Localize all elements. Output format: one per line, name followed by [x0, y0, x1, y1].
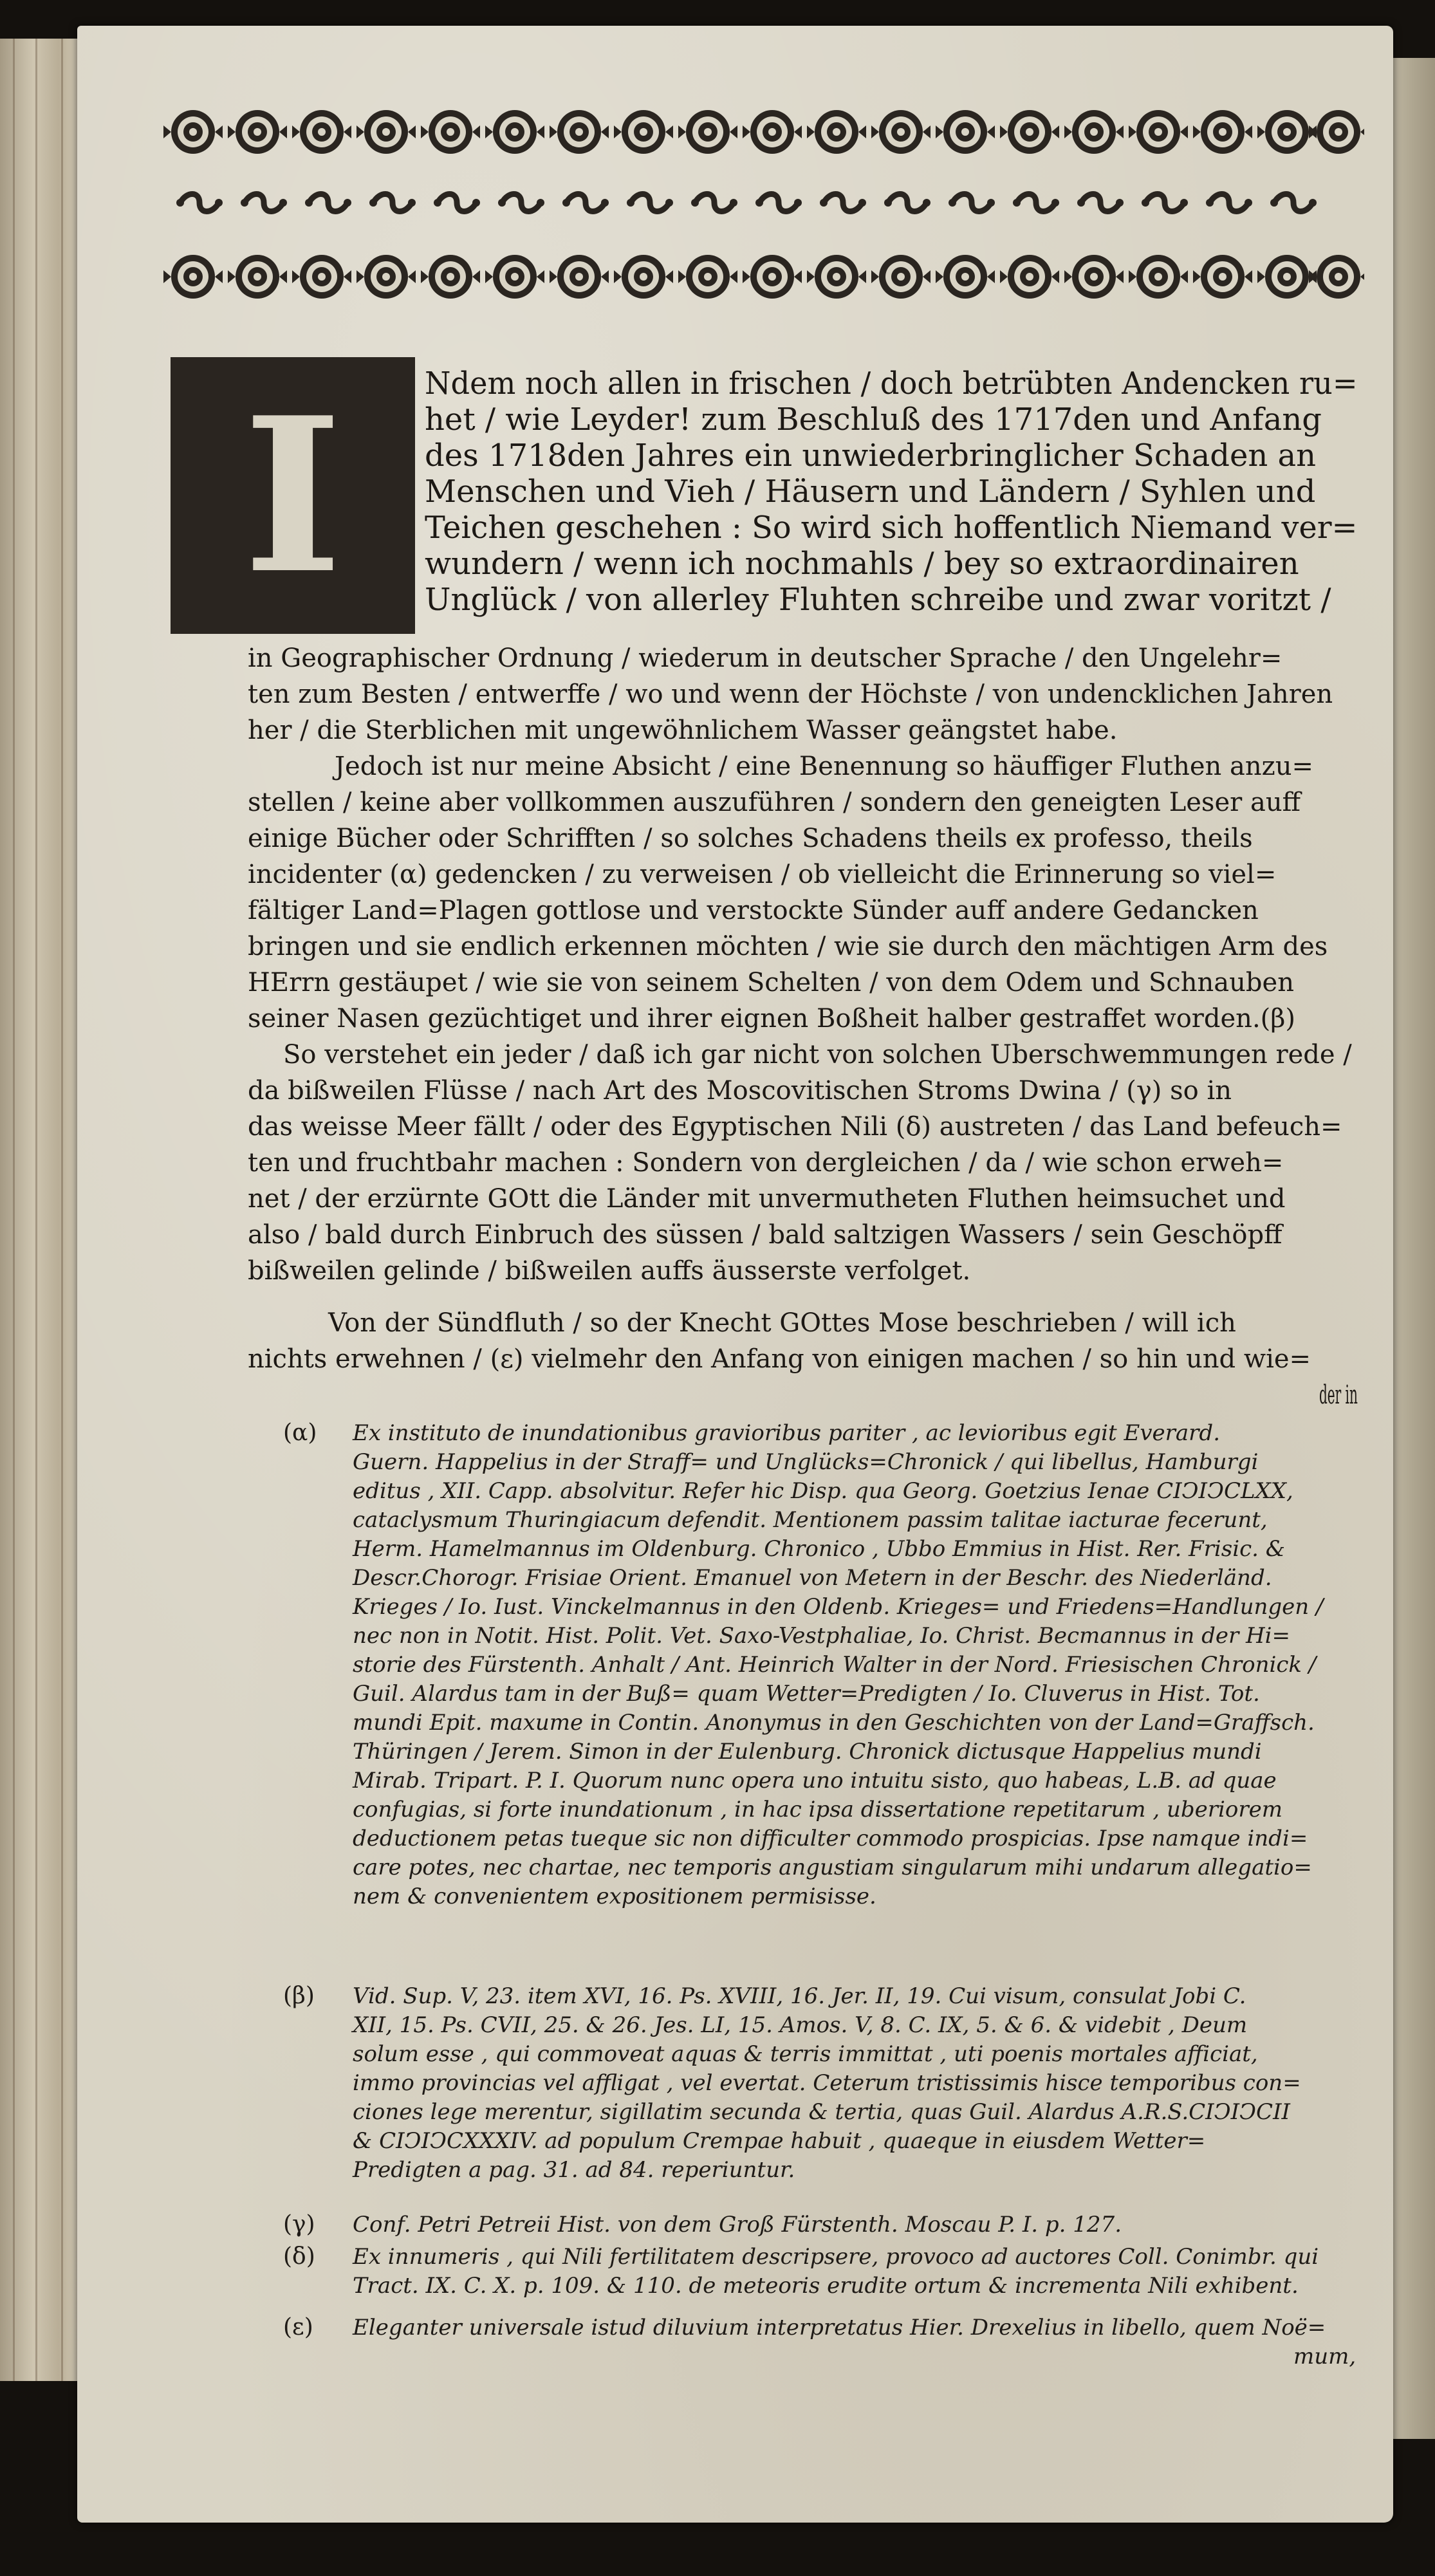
footnote-line: Krieges / Io. Iust. Vinckelmannus in den Oldenb. Krieges= und Friedens=Handlungen /: [353, 1594, 1324, 1620]
footnote-line: Predigten a pag. 31. ad 84. reperiuntur.: [353, 2157, 795, 2183]
text-line: da bißweilen Flüsse / nach Art des Moscovitischen Stroms Dwina / (γ) so in: [248, 1076, 1232, 1106]
footnote-line: Ex innumeris , qui Nili fertilitatem descripsere, provoco ad auctores Coll. Conimbr. qui: [353, 2244, 1319, 2270]
footnote-mark-alpha: (α): [283, 1420, 317, 1446]
footnote-line: Guil. Alardus tam in der Buß= quam Wetter=Predigten / Io. Cluverus in Hist. Tot.: [353, 1681, 1260, 1707]
text-line: seiner Nasen gezüchtiget und ihrer eignen Boßheit halber gestraffet worden.(β): [248, 1004, 1295, 1033]
text-line: in Geographischer Ordnung / wiederum in deutscher Sprache / den Ungelehr=: [248, 644, 1282, 673]
ornament-row-middle: [176, 194, 1317, 212]
footnote-line: nec non in Notit. Hist. Polit. Vet. Saxo-Vestphaliae, Io. Christ. Becmannus in der Hi=: [353, 1623, 1291, 1649]
footnote-catchword: mum,: [1293, 2344, 1356, 2369]
text-line: fältiger Land=Plagen gottlose und verstockte Sünder auff andere Gedancken: [248, 896, 1259, 925]
text-line: bringen und sie endlich erkennen möchten / wie sie durch den mächtigen Arm des: [248, 932, 1328, 961]
footnote-line: care potes, nec chartae, nec temporis angustiam singularum mihi undarum allegatio=: [353, 1855, 1312, 1880]
footnote-line: immo provincias vel affligat , vel evertat. Ceterum tristissimis hisce temporibus con=: [353, 2070, 1301, 2096]
text-line: Von der Sündfluth / so der Knecht GOttes Mose beschrieben / will ich: [328, 1308, 1236, 1338]
catchword: der in: [1319, 1380, 1358, 1410]
footnote-mark-epsilon: (ε): [283, 2314, 313, 2340]
footnote-line: Conf. Petri Petreii Hist. von dem Groß Fürstenth. Moscau P. I. p. 127.: [353, 2212, 1122, 2238]
footnote-line: editus , XII. Capp. absolvitur. Refer hic Disp. qua Georg. Goetzius Ienae CIↃIↃCLXX,: [353, 1478, 1293, 1504]
text-line: incidenter (α) gedencken / zu verweisen / ob vielleicht die Erinnerung so viel=: [248, 860, 1277, 889]
book-left-page-edges: [0, 39, 84, 2381]
footnote-line: storie des Fürstenth. Anhalt / Ant. Heinrich Walter in der Nord. Friesischen Chronick /: [353, 1652, 1317, 1678]
text-line: net / der erzürnte GOtt die Länder mit unvermutheten Fluthen heimsuchet und: [248, 1184, 1286, 1214]
ornament-row-top: [163, 110, 1364, 154]
ornament-row-bottom: [163, 255, 1364, 299]
book-right-page-edge: [1393, 58, 1435, 2439]
footnote-line: Vid. Sup. V, 23. item XVI, 16. Ps. XVIII, 16. Jer. II, 19. Cui visum, consulat Jobi C.: [353, 1983, 1246, 2009]
text-line: Ndem noch allen in frischen / doch betrübten Andencken ru=: [425, 366, 1358, 402]
text-line: das weisse Meer fällt / oder des Egyptischen Nili (δ) austreten / das Land befeuch=: [248, 1112, 1342, 1142]
footnote-line: Herm. Hamelmannus im Oldenburg. Chronico , Ubbo Emmius in Hist. Rer. Frisic. &: [353, 1536, 1286, 1562]
footnote-line: ciones lege merentur, sigillatim secunda & tertia, quas Guil. Alardus A.R.S.CIↃIↃCII: [353, 2099, 1290, 2125]
text-line: Teichen geschehen : So wird sich hoffentlich Niemand ver=: [425, 510, 1358, 546]
text-line: Jedoch ist nur meine Absicht / eine Benennung so häuffiger Fluthen anzu=: [335, 752, 1313, 781]
footnote-line: Ex instituto de inundationibus gravioribus pariter , ac levioribus egit Everard.: [353, 1420, 1220, 1446]
footnote-line: confugias, si forte inundationum , in hac ipsa dissertatione repetitarum , uberiorem: [353, 1797, 1282, 1822]
footnote-line: & CIↃIↃCXXXIV. ad populum Crempae habuit , quaeque in eiusdem Wetter=: [353, 2128, 1206, 2154]
footnote-line: cataclysmum Thuringiacum defendit. Mentionem passim talitae iacturae fecerunt,: [353, 1507, 1268, 1533]
footnote-line: Guern. Happelius in der Straff= und Unglücks=Chronick / qui libellus, Hamburgi: [353, 1449, 1259, 1475]
footnote-line: Eleganter universale istud diluvium interpretatus Hier. Drexelius in libello, quem Noë=: [353, 2315, 1326, 2340]
footnote-line: Mirab. Tripart. P. I. Quorum nunc opera uno intuitu sisto, quo habeas, L.B. ad quae: [353, 1768, 1277, 1793]
footnote-line: XII, 15. Ps. CVII, 25. & 26. Jes. LI, 15. Amos. V, 8. C. IX, 5. & 6. & videbit , Deum: [353, 2012, 1248, 2038]
text-line: het / wie Leyder! zum Beschluß des 1717den und Anfang: [425, 402, 1322, 438]
page-edge-line: [61, 39, 63, 2381]
text-line: stellen / keine aber vollkommen auszuführen / sondern den geneigten Leser auff: [248, 788, 1301, 817]
footnote-line: deductionem petas tueque sic non difficulter commodo prospicias. Ipse namque indi=: [353, 1826, 1308, 1851]
text-line: des 1718den Jahres ein unwiederbringlicher Schaden an: [425, 438, 1317, 474]
footnote-line: solum esse , qui commoveat aquas & terris immittat , uti poenis mortales afficiat,: [353, 2041, 1258, 2067]
footnote-mark-delta: (δ): [283, 2243, 315, 2270]
text-line: also / bald durch Einbruch des süssen / bald saltzigen Wassers / sein Geschöpff: [248, 1220, 1282, 1250]
page-edge-line: [13, 39, 15, 2381]
text-line: einige Bücher oder Schrifften / so solches Schadens theils ex professo, theils: [248, 824, 1253, 853]
footnote-line: Descr.Chorogr. Frisiae Orient. Emanuel von Metern in der Beschr. des Niederländ.: [353, 1565, 1272, 1591]
text-line: Unglück / von allerley Fluhten schreibe und zwar voritzt /: [425, 582, 1331, 618]
text-line: bißweilen gelinde / bißweilen auffs äusserste verfolget.: [248, 1256, 971, 1286]
ornament-band: [161, 87, 1364, 322]
text-line: wundern / wenn ich nochmahls / bey so extraordinairen: [425, 546, 1299, 582]
footnote-mark-beta: (β): [283, 1983, 315, 2009]
initial-letter: I: [243, 371, 343, 620]
text-line: her / die Sterblichen mit ungewöhnlichem Wasser geängstet habe.: [248, 716, 1118, 745]
text-line: Menschen und Vieh / Häusern und Ländern / Syhlen und: [425, 474, 1316, 510]
text-line: ten zum Besten / entwerffe / wo und wenn der Höchste / von undencklichen Jahren: [248, 680, 1333, 709]
footnote-line: nem & convenientem expositionem permisisse.: [353, 1884, 876, 1909]
text-line: nichts erwehnen / (ε) vielmehr den Anfang von einigen machen / so hin und wie=: [248, 1344, 1311, 1374]
text-line: So verstehet ein jeder / daß ich gar nicht von solchen Uberschwemmungen rede /: [283, 1040, 1352, 1070]
footnote-line: Tract. IX. C. X. p. 109. & 110. de meteoris erudite ortum & incrementa Nili exhibent.: [353, 2273, 1299, 2299]
page-edge-line: [35, 39, 37, 2381]
footnote-mark-gamma: (γ): [283, 2211, 315, 2238]
decorated-initial: [171, 357, 415, 634]
text-line: HErrn gestäupet / wie sie von seinem Schelten / von dem Odem und Schnauben: [248, 968, 1294, 997]
footnote-line: Thüringen / Jerem. Simon in der Eulenburg. Chronick dictusque Happelius mundi: [353, 1739, 1262, 1765]
footnote-line: mundi Epit. maxume in Contin. Anonymus in den Geschichten von der Land=Graffsch.: [353, 1710, 1315, 1736]
text-line: ten und fruchtbahr machen : Sondern von dergleichen / da / wie schon erweh=: [248, 1148, 1284, 1178]
